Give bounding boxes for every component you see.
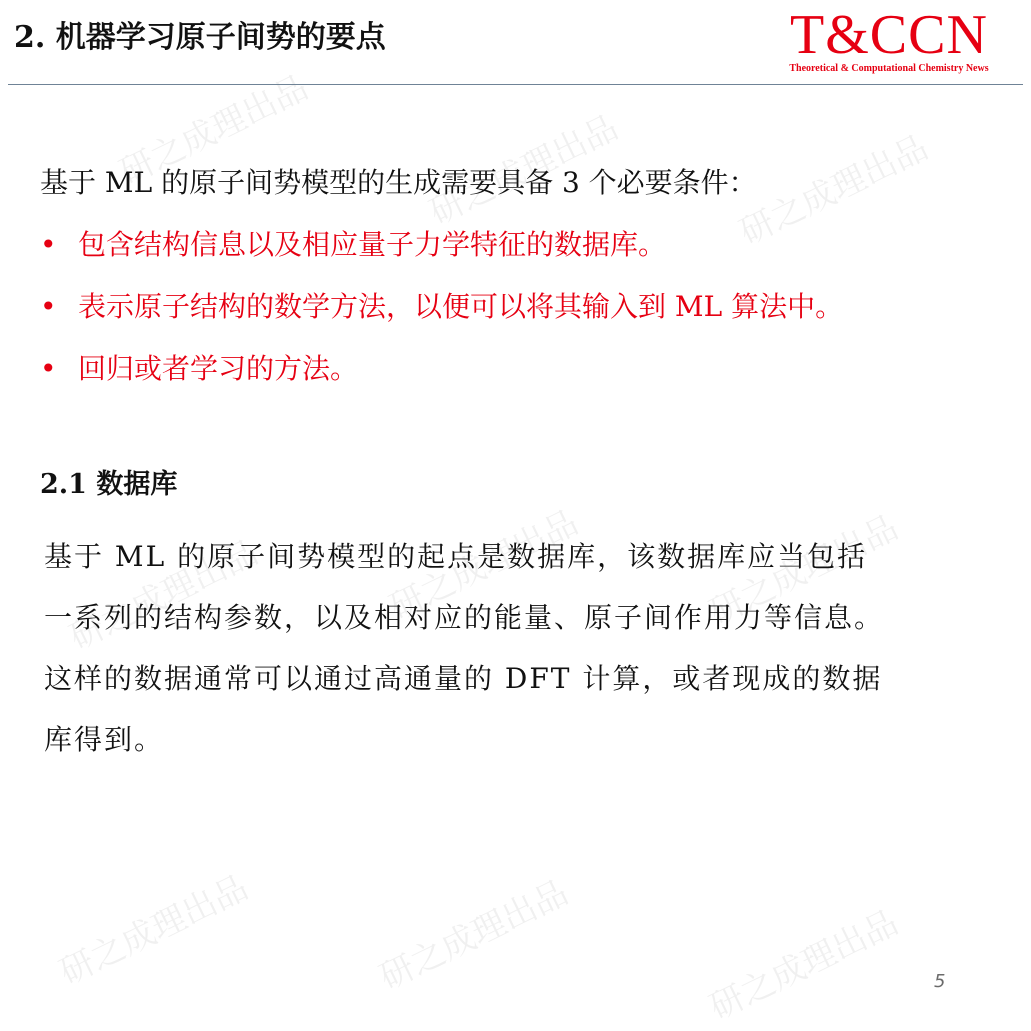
list-item-text: 表示原子结构的数学方法，以便可以将其输入到 ML 算法中。 xyxy=(78,290,844,323)
section-paragraph xyxy=(44,538,884,782)
watermark-2: 研之成理出品 xyxy=(423,107,625,234)
watermark-5: 研之成理出品 xyxy=(383,502,585,629)
bullet-marker: • xyxy=(40,290,57,323)
paragraph-line: 一系列的结构参数，以及相对应的能量、原子间作用力等信息。 xyxy=(44,601,885,634)
intro-text: 基于 ML 的原子间势模型的生成需要具备 3 个必要条件： xyxy=(40,166,757,199)
logo-text: T&CCN xyxy=(790,4,988,66)
watermark-3: 研之成理出品 xyxy=(733,127,935,254)
page-number: 5 xyxy=(934,971,946,992)
paragraph-line: 库得到。 xyxy=(44,723,165,756)
section-heading: 2.1 数据库 xyxy=(40,469,178,500)
page-title: 2. 机器学习原子间势的要点 xyxy=(14,20,386,55)
watermark-7: 研之成理出品 xyxy=(53,867,255,994)
watermark-4: 研之成理出品 xyxy=(63,532,265,659)
paragraph-line: 基于 ML 的原子间势模型的起点是数据库，该数据库应当包括 xyxy=(44,540,868,573)
watermark-6: 研之成理出品 xyxy=(703,507,905,634)
bullet-marker: • xyxy=(40,228,57,261)
list-item-text: 包含结构信息以及相应量子力学特征的数据库。 xyxy=(78,228,667,261)
watermark-1: 研之成理出品 xyxy=(113,67,315,194)
paragraph-line: 这样的数据通常可以通过高通量的 DFT 计算，或者现成的数据 xyxy=(44,662,883,695)
header-divider xyxy=(8,84,1023,85)
logo-subtitle: Theoretical & Computational Chemistry News xyxy=(789,63,989,74)
watermark-8: 研之成理出品 xyxy=(373,872,575,999)
logo xyxy=(756,6,1022,76)
list-item-text: 回归或者学习的方法。 xyxy=(78,352,359,385)
watermark-9: 研之成理出品 xyxy=(703,902,905,1029)
bullet-marker: • xyxy=(40,352,57,385)
